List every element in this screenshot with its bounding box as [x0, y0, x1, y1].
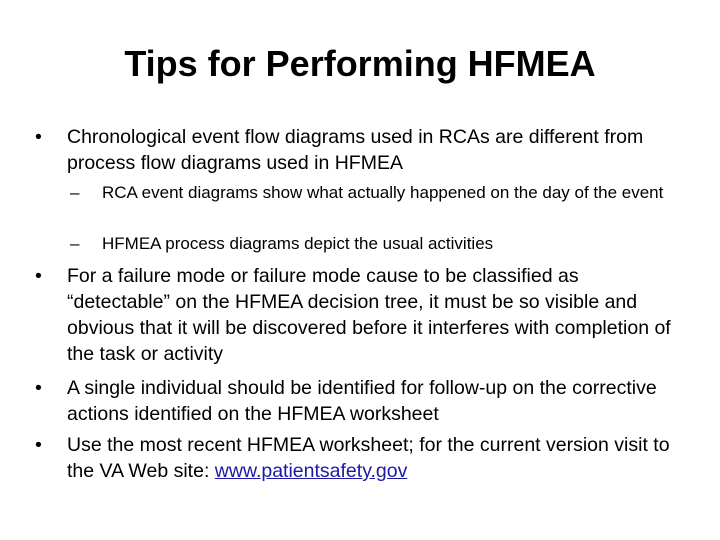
bullet-text: For a failure mode or failure mode cause to be classified as “detectable” on the HFMEA decision tree, it must be so visible and obvious that it will be discovered before it interferes with completion of the task or activity [67, 265, 671, 365]
bullet-item-3 [35, 375, 685, 427]
subbullet-item-1 [70, 182, 690, 204]
patientsafety-link[interactable]: www.patientsafety.gov [214, 460, 408, 482]
subbullet-text: RCA event diagrams show what actually happened on the day of the event [102, 183, 664, 202]
subbullet-marker: – [70, 183, 80, 202]
bullet-marker: • [35, 265, 42, 287]
bullet-text [67, 432, 685, 484]
subbullet-item-2 [70, 233, 690, 255]
bullet-text: A single individual should be identified for follow-up on the corrective actions identified on the HFMEA worksheet [67, 377, 657, 425]
bullet-item-4 [35, 432, 685, 484]
slide-title: Tips for Performing HFMEA [124, 43, 596, 84]
bullet-text: Chronological event flow diagrams used in RCAs are different from process flow diagrams used in HFMEA [67, 126, 644, 174]
bullet-text-prefix: Use the most recent HFMEA worksheet; for the current version visit to the VA Web site: [67, 434, 670, 482]
bullet-marker: • [35, 434, 42, 456]
subbullet-marker: – [70, 234, 80, 253]
bullet-item-2 [35, 263, 685, 367]
bullet-marker: • [35, 126, 42, 148]
bullet-item-1 [35, 124, 685, 176]
subbullet-text: HFMEA process diagrams depict the usual activities [102, 234, 494, 253]
bullet-marker: • [35, 377, 42, 399]
